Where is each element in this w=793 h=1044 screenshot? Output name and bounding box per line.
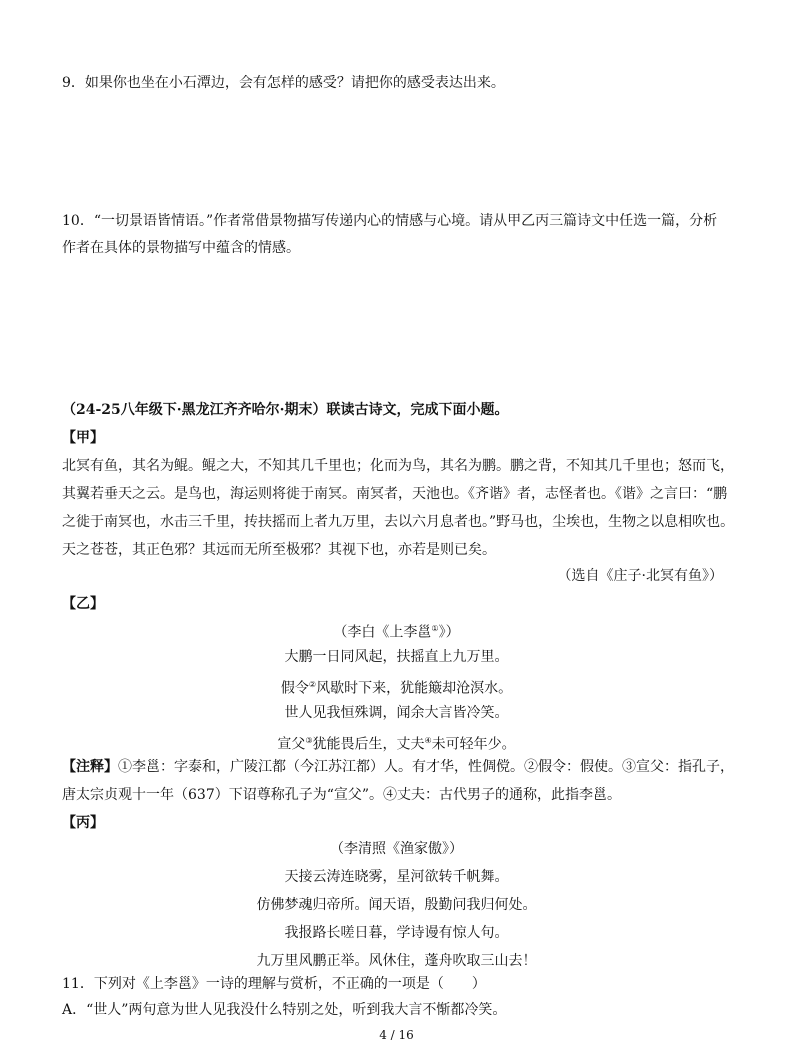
jia-line-3: 之徙于南冥也，水击三千里，抟扶摇而上者九万里，去以六月息者也。”野马也，尘埃也，生物之以息相吹也。 <box>62 514 735 530</box>
bing-line-4: 九万里风鹏正举。风休住，蓬舟吹取三山去！ <box>256 953 537 969</box>
section-label-yi: 【乙】 <box>62 596 104 612</box>
question-11-option-a: A．“世人”两句意为世人见我没什么特别之处，听到我大言不惭都冷笑。 <box>62 1002 507 1018</box>
section-label-bing: 【丙】 <box>62 815 104 831</box>
jia-line-4: 天之苍苍，其正色邪？其远而无所至极邪？其视下也，亦若是则已矣。 <box>62 542 496 558</box>
yi-line-3: 世人见我恒殊调，闻余大言皆冷笑。 <box>284 705 509 721</box>
yi-line-4: 宣父③犹能畏后生，丈夫④未可轻年少。 <box>277 736 516 753</box>
note-marker: ② <box>308 680 317 689</box>
page-number: 4 / 16 <box>379 1028 414 1042</box>
bing-line-3: 我报路长嗟日暮，学诗谩有惊人句。 <box>284 925 509 941</box>
question-10-line-1: 10．“一切景语皆情语。”作者常借景物描写传递内心的情感与心境。请从甲乙丙三篇诗文中任选一篇，分析 <box>62 213 718 229</box>
yi-line-2: 假令②风歇时下来，犹能簸却沧溟水。 <box>280 680 513 697</box>
jia-source: （选自《庄子·北冥有鱼》） <box>557 568 723 584</box>
yi-notes-line-1: 【注释】①李邕：字泰和，广陵江都（今江苏江都）人。有才华，性倜傥。②假令：假使。③宣父：指孔子， <box>62 759 734 775</box>
question-9: 9．如果你也坐在小石潭边，会有怎样的感受？请把你的感受表达出来。 <box>62 75 505 91</box>
note-marker: ④ <box>424 736 432 745</box>
reading-heading: （24-25八年级下·黑龙江齐齐哈尔·期末）联读古诗文，完成下面小题。 <box>62 402 509 418</box>
yi-title: （李白《上李邕①》） <box>333 624 460 641</box>
bing-line-1: 天接云涛连晓雾，星河欲转千帆舞。 <box>284 869 509 885</box>
question-11-stem: 11．下列对《上李邕》一诗的理解与赏析，不正确的一项是（ ） <box>62 976 486 992</box>
note-marker: ③ <box>305 736 313 745</box>
yi-line-1: 大鹏一日同风起，扶摇直上九万里。 <box>284 649 509 665</box>
yi-notes-line-2: 唐太宗贞观十一年（637）下诏尊称孔子为“宣父”。④丈夫：古代男子的通称，此指李邕。 <box>62 787 622 803</box>
jia-line-2: 其翼若垂天之云。是鸟也，海运则将徙于南冥。南冥者，天池也。《齐谐》者，志怪者也。《谐》之言曰：“鹏 <box>62 486 728 502</box>
question-10-line-2: 作者在具体的景物描写中蕴含的情感。 <box>62 240 300 256</box>
bing-title: （李清照《渔家傲》） <box>330 841 463 857</box>
notes-label: 【注释】 <box>62 759 118 775</box>
note-marker: ① <box>431 624 439 633</box>
bing-line-2: 仿佛梦魂归帝所。闻天语，殷勤问我归何处。 <box>256 897 537 913</box>
jia-line-1: 北冥有鱼，其名为鲲。鲲之大，不知其几千里也；化而为鸟，其名为鹏。鹏之背，不知其几千里也；怒而飞， <box>62 458 734 474</box>
section-label-jia: 【甲】 <box>62 430 104 446</box>
